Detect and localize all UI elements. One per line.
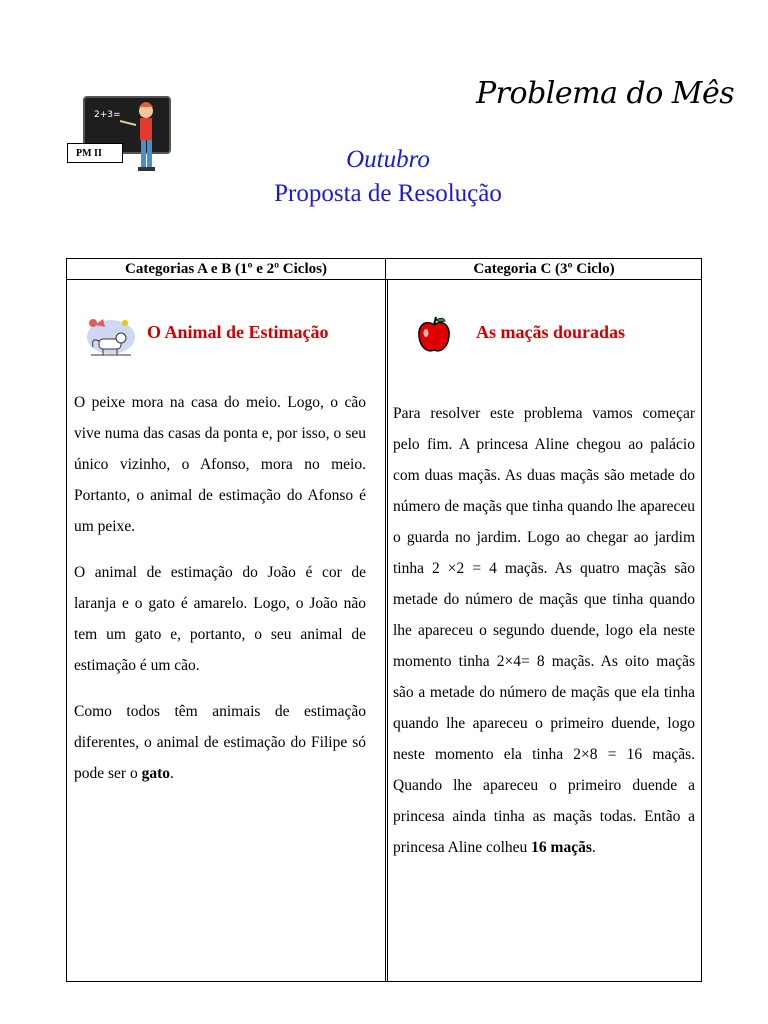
right-text	[393, 398, 695, 863]
page-title: Problema do Mês	[476, 76, 735, 111]
month-title: Outubro	[346, 146, 430, 173]
pm-badge: PM II	[67, 143, 123, 163]
content-table	[66, 258, 702, 982]
subtitle: Proposta de Resolução	[274, 180, 502, 207]
right-paragraph-1-text: Para resolver este problema vamos começar pelo fim. A princesa Aline chegou ao palácio com duas maçãs. As duas maçãs são metade do número de maçãs que tinha quando lhe apareceu o guarda no jardim. Logo ao chegar ao jardim tinha 2 ×2 = 4 maçãs. As quatro maçãs são metade do número de maçãs que tinha quando lhe apareceu o segundo duende, logo ela neste momento tinha 2×4= 8 maçãs. As oito maçãs são a metade do número de maçãs que ela tinha quando lhe apareceu o primeiro duende, logo neste momento ela tinha 2×8 = 16 maçãs. Quando lhe apareceu o primeiro duende a princesa ainda tinha as maçãs todas. Então a princesa Aline colheu	[393, 405, 695, 856]
blackboard-text: 2+3=	[94, 110, 121, 120]
header-divider	[67, 279, 701, 280]
left-paragraph-3-bold: gato	[141, 765, 170, 782]
left-paragraph-2: O animal de estimação do João é cor de laranja e o gato é amarelo. Logo, o João não tem um gato e, portanto, o seu animal de estimação é um cão.	[74, 564, 366, 674]
left-paragraph-1: O peixe mora na casa do meio. Logo, o cão vive numa das casas da ponta e, por isso, o seu único vizinho, o Afonso, mora no meio. Portanto, o animal de estimação do Afonso é um peixe.	[74, 394, 366, 535]
left-paragraph-3-text: Como todos têm animais de estimação diferentes, o animal de estimação do Filipe só pode ser o	[74, 703, 366, 782]
left-paragraph-3-end: .	[170, 765, 174, 782]
column-divider-inner	[387, 280, 388, 981]
pets-icon	[81, 311, 137, 359]
apple-icon	[416, 315, 452, 355]
right-paragraph-1-end: .	[591, 839, 596, 856]
right-paragraph-1-bold: 16 maçãs	[531, 839, 592, 856]
left-column-heading: Categorias A e B (1º e 2º Ciclos)	[125, 261, 327, 277]
column-divider	[385, 259, 386, 981]
left-text	[74, 387, 366, 789]
left-section-title: O Animal de Estimação	[147, 322, 329, 342]
left-paragraph-3	[74, 696, 366, 789]
right-paragraph-1	[393, 398, 695, 863]
right-column-heading: Categoria C (3º Ciclo)	[473, 261, 615, 277]
right-section-title: As maçãs douradas	[476, 322, 626, 342]
